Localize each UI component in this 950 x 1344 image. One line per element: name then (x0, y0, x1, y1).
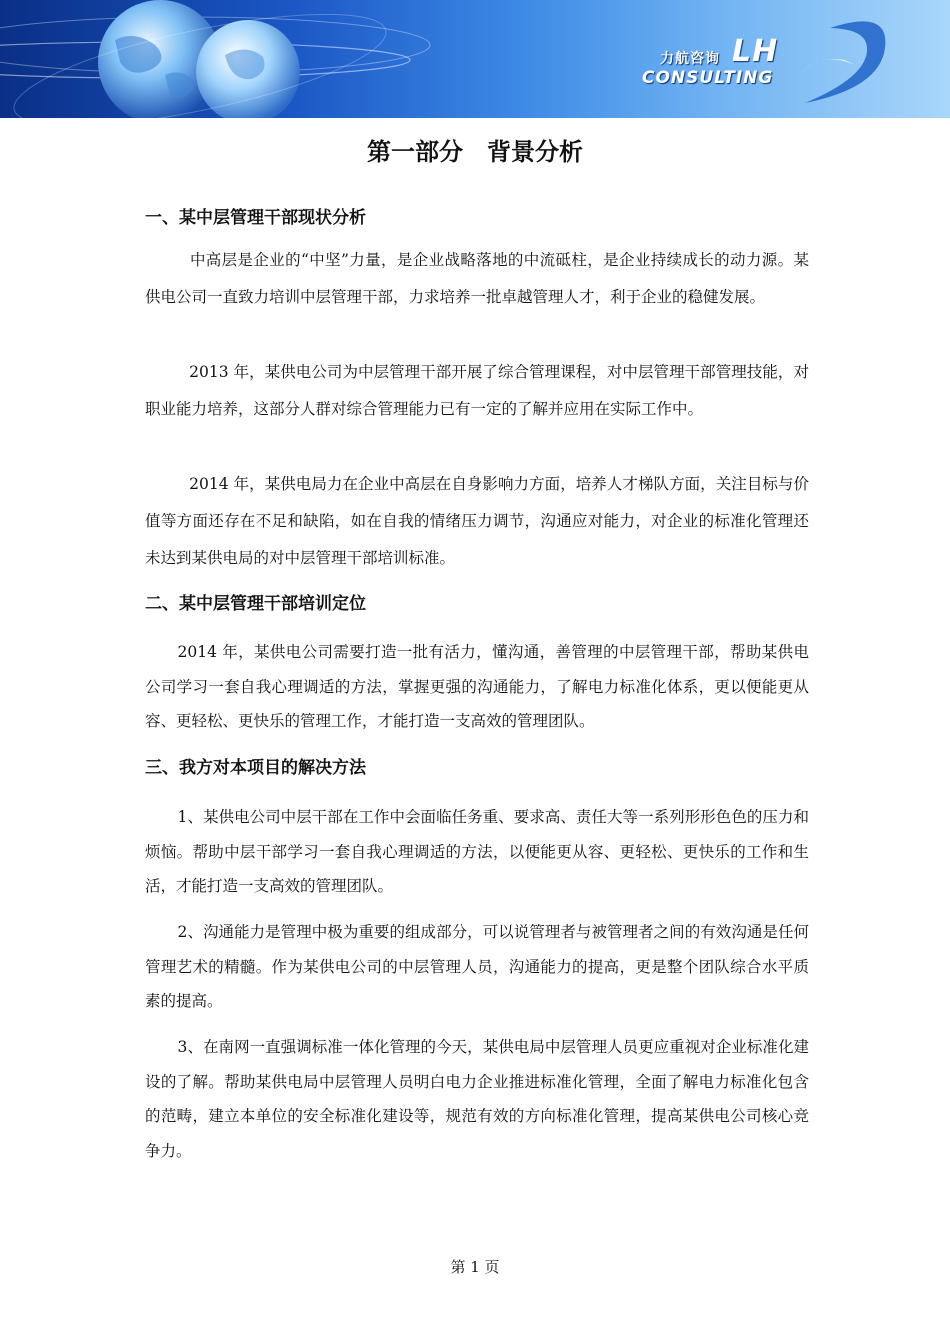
paragraph: 3、在南网一直强调标准一体化管理的今天，某供电局中层管理人员更应重视对企业标准化建设的了解。帮助某供电局中层管理人员明白电力企业推进标准化管理，全面了解电力标准化包含的范畴，建立本单位的安全标准化建设等，规范有效的方向标准化管理，提高某供电公司核心竞争力。 (145, 1038, 809, 1160)
logo-swoosh-icon (805, 21, 885, 103)
paragraph: 2013 年，某供电公司为中层管理干部开展了综合管理课程，对中层管理干部管理技能，对职业能力培养，这部分人群对综合管理能力已有一定的了解并应用在实际工作中。 (145, 363, 809, 418)
section-heading-3: 三、我方对本项目的解决方法 (145, 758, 366, 778)
paragraph: 1、某供电公司中层干部在工作中会面临任务重、要求高、责任大等一系列形形色色的压力和烦恼。帮助中层干部学习一套自我心理调适的方法，以便能更从容、更轻松、更快乐的工作和生活，才能打造一支高效的管理团队。 (145, 808, 809, 895)
paragraph: 2、沟通能力是管理中极为重要的组成部分，可以说管理者与被管理者之间的有效沟通是任何管理艺术的精髓。作为某供电公司的中层管理人员，沟通能力的提高，更是整个团队综合水平质素的提高。 (145, 923, 809, 1010)
logo-lh-mark: LH (732, 34, 779, 69)
logo-chinese-name: 力航咨询 (660, 51, 720, 67)
page-title: 第一部分 背景分析 (367, 138, 583, 166)
paragraph: 中高层是企业的“中坚”力量，是企业战略落地的中流砥柱，是企业持续成长的动力源。某供电公司一直致力培训中层管理干部，力求培养一批卓越管理人才，利于企业的稳健发展。 (145, 251, 809, 306)
page-number: 第 1 页 (450, 1258, 500, 1276)
globe-graphic (0, 0, 950, 118)
header-banner (0, 0, 950, 118)
paragraph: 2014 年，某供电局力在企业中高层在自身影响力方面，培养人才梯队方面，关注目标与价值等方面还存在不足和缺陷，如在自我的情绪压力调节，沟通应对能力，对企业的标准化管理还未达到某供电局的对中层管理干部培训标准。 (145, 475, 809, 567)
section-heading-1: 一、某中层管理干部现状分析 (145, 208, 366, 228)
paragraph: 2014 年，某供电公司需要打造一批有活力，懂沟通，善管理的中层管理干部，帮助某供电公司学习一套自我心理调适的方法，掌握更强的沟通能力，了解电力标准化体系，更以便能更从容、更轻松、更快乐的管理工作，才能打造一支高效的管理团队。 (145, 643, 809, 730)
logo-english-name: CONSULTING (642, 68, 774, 88)
section-heading-2: 二、某中层管理干部培训定位 (145, 594, 366, 614)
